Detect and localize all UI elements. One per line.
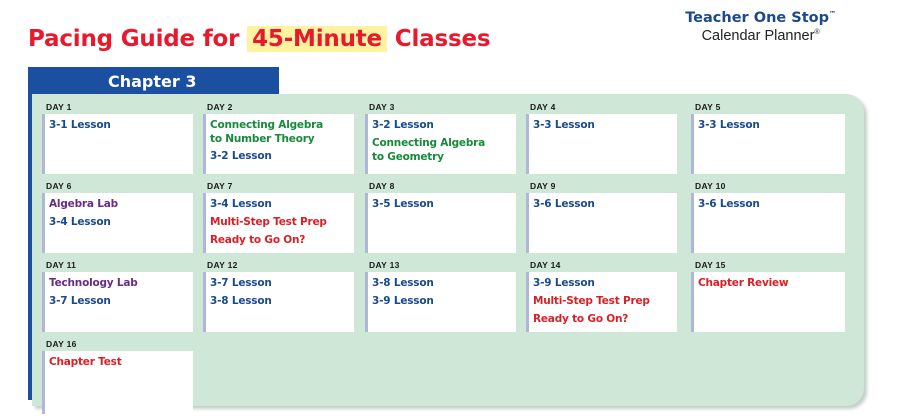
- day-cell-7: [197, 177, 354, 253]
- page-title: [28, 26, 490, 52]
- entry-lesson: 3-8 Lesson: [372, 277, 434, 289]
- day-label: DAY 8: [369, 181, 395, 191]
- day-label: DAY 13: [369, 260, 400, 270]
- day-box: [691, 272, 845, 332]
- day-box: [203, 272, 354, 332]
- day-box: [526, 193, 677, 253]
- day-cell-3: [359, 98, 516, 174]
- day-box: [42, 272, 193, 332]
- registered-mark: ®: [814, 29, 820, 37]
- brand-logo: [685, 10, 836, 44]
- entry-lesson: 3-8 Lesson: [210, 295, 272, 307]
- entry-lesson: 3-6 Lesson: [698, 198, 760, 210]
- chapter-rule: [28, 96, 32, 400]
- entry-lesson: 3-3 Lesson: [698, 119, 760, 131]
- entry-lesson: 3-2 Lesson: [210, 150, 272, 162]
- day-box: [42, 193, 193, 253]
- day-cell-4: [520, 98, 677, 174]
- day-label: DAY 5: [695, 102, 721, 112]
- entry-lesson: 3-3 Lesson: [533, 119, 595, 131]
- day-label: DAY 11: [46, 260, 77, 270]
- day-box: [526, 114, 677, 174]
- day-cell-9: [520, 177, 677, 253]
- day-box: [365, 193, 516, 253]
- day-label: DAY 12: [207, 260, 238, 270]
- entry-lesson: 3-2 Lesson: [372, 119, 434, 131]
- entry-lesson: 3-9 Lesson: [372, 295, 434, 307]
- entry-test: Ready to Go On?: [533, 313, 629, 325]
- day-label: DAY 6: [46, 181, 72, 191]
- day-cell-10: [685, 177, 845, 253]
- entry-lesson: 3-9 Lesson: [533, 277, 595, 289]
- entry-test: Multi-Step Test Prep: [533, 295, 650, 307]
- title-highlight: 45-Minute: [247, 26, 387, 52]
- entry-connecting: Connecting Algebra to Number Theory: [210, 119, 324, 145]
- day-label: DAY 1: [46, 102, 72, 112]
- day-box: [526, 272, 677, 332]
- day-box: [365, 272, 516, 332]
- day-label: DAY 3: [369, 102, 395, 112]
- entry-test: Ready to Go On?: [210, 234, 306, 246]
- day-box: [42, 351, 193, 414]
- day-cell-11: [36, 256, 193, 332]
- day-box: [203, 114, 354, 174]
- entry-lab: Algebra Lab: [49, 198, 118, 210]
- day-box: [203, 193, 354, 253]
- day-cell-16: [36, 335, 193, 414]
- day-cell-14: [520, 256, 677, 332]
- title-prefix: Pacing Guide for: [28, 26, 248, 52]
- entry-test: Multi-Step Test Prep: [210, 216, 327, 228]
- day-cell-13: [359, 256, 516, 332]
- chapter-tab: Chapter 3: [28, 67, 279, 96]
- day-label: DAY 2: [207, 102, 233, 112]
- day-label: DAY 15: [695, 260, 726, 270]
- day-label: DAY 7: [207, 181, 233, 191]
- entry-lesson: 3-5 Lesson: [372, 198, 434, 210]
- brand-name: Teacher One Stop: [685, 10, 829, 26]
- day-box: [42, 114, 193, 174]
- brand-line2: [685, 28, 836, 44]
- title-suffix: Classes: [386, 26, 491, 52]
- day-cell-6: [36, 177, 193, 253]
- day-box: [691, 193, 845, 253]
- day-label: DAY 9: [530, 181, 556, 191]
- trademark-mark: ™: [829, 10, 836, 19]
- day-cell-2: [197, 98, 354, 174]
- entry-connecting: Connecting Algebra to Geometry: [372, 137, 486, 163]
- entry-lesson: 3-4 Lesson: [210, 198, 272, 210]
- day-cell-8: [359, 177, 516, 253]
- day-label: DAY 16: [46, 339, 77, 349]
- entry-test: Chapter Review: [698, 277, 789, 289]
- entry-lesson: 3-6 Lesson: [533, 198, 595, 210]
- day-label: DAY 4: [530, 102, 556, 112]
- day-label: DAY 10: [695, 181, 726, 191]
- day-box: [365, 114, 516, 174]
- day-cell-1: [36, 98, 193, 174]
- entry-lab: Technology Lab: [49, 277, 138, 289]
- day-cell-12: [197, 256, 354, 332]
- entry-lesson: 3-1 Lesson: [49, 119, 111, 131]
- day-box: [691, 114, 845, 174]
- entry-test: Chapter Test: [49, 356, 122, 368]
- day-cell-15: [685, 256, 845, 332]
- brand-line1: [685, 10, 836, 26]
- entry-lesson: 3-7 Lesson: [210, 277, 272, 289]
- day-cell-5: [685, 98, 845, 174]
- brand-subtitle: Calendar Planner: [701, 28, 815, 44]
- entry-lesson: 3-7 Lesson: [49, 295, 111, 307]
- day-label: DAY 14: [530, 260, 561, 270]
- entry-lesson: 3-4 Lesson: [49, 216, 111, 228]
